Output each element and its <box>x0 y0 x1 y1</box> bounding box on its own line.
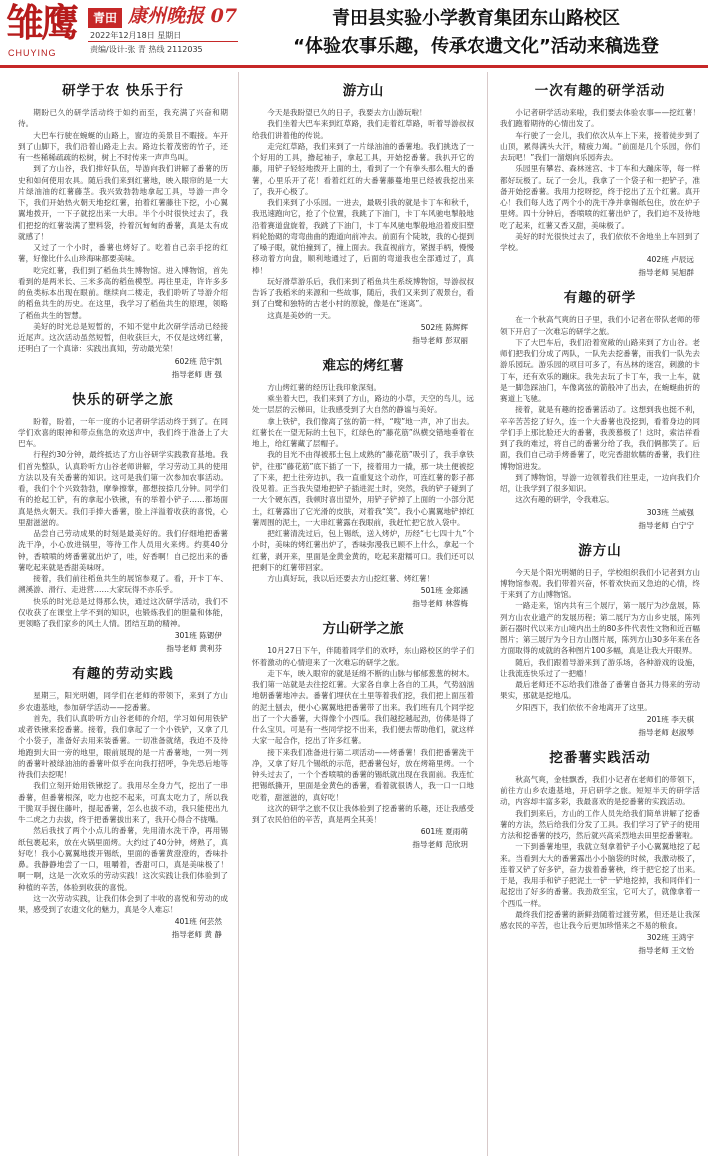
article-paragraph: 这次有趣的研学，令我难忘。 <box>515 495 614 505</box>
article-paragraph: 美好的时光总是短暂的，不知不觉中此次研学活动已经接近尾声。这次活动虽然短暂，但收获巨大，不仅是这烤红薯，还明白了一个真谛：实践出真知，劳动最光荣！ <box>18 321 228 354</box>
paper-name: 康州晚报 07 <box>128 5 238 27</box>
article-paragraph: 期盼已久的研学活动终于如约而至，我充满了兴奋和期待。 <box>18 108 228 129</box>
article-paragraph: 我们坐着大巴车来到红草路，我们走着红草路，听着导游叔叔给我们讲着他的传说。 <box>252 119 474 140</box>
article-paragraph: 这一次劳动实践，让我们体会到了丰收的喜悦和劳动的成果，感受到了农遗文化的魅力，真是令人难忘！ <box>18 893 228 914</box>
article <box>500 82 700 279</box>
article-paragraph: 秋高气爽，金桂飘香，我们小记者在老师们的带领下，前往方山乡农遗基地，开启研学之旅。短短半天的研学活动，内容却丰富多彩，我最喜欢的是挖番薯的实践活动。 <box>500 774 700 807</box>
article <box>252 357 474 611</box>
article-paragraph: 首先，我们认真聆听方山谷老师的介绍，学习如何用铁铲或者铁锹来挖番薯。接着，我们拿起了一个小铁铲，又拿了几个小袋子，准备好去用来装番薯。一切准备就绪，我迫不及待地跑到大田一旁的地里，眼前展现的是一片番薯地，一列一列的番薯叶被绿油油的番薯叶似乎在向我打招呼，争先恐后地等待我们去挖呢！ <box>18 713 228 779</box>
article <box>500 289 700 531</box>
article-paragraph: 快乐的时光总是过得那么快，通过这次研学活动，我们不仅收获了在课堂上学不到的知识，也锻炼我们的胆量和体能，更领略了我们家乡的风土人情。团结互助的精神。 <box>18 596 228 628</box>
article-paragraph: 走下车，映入眼帘的就是延绵不断的山脉与郁郁葱葱的树木。我们第一站就是去往挖红薯。大家各自拿上各自的工具，气势汹汹地朝番薯地冲去。番薯们埋伏在土里等着我们挖，我们把上面压着的泥土刨去，便小心翼翼地把番薯带了出来。我们班有几个同学挖出了一个大番薯，大得像个小西瓜。我们越挖越起劲，仿佛是得了什么宝贝。可是有一些同学挖不出来，我们便去帮助他们，就这样大家一起合作，挖出了许多红薯。 <box>252 668 474 746</box>
author-byline: 301班 陈锶伊 <box>174 631 222 641</box>
author-byline: 201班 李天棋 <box>646 714 694 724</box>
masthead-logo: 雏鹰 <box>6 0 77 45</box>
article-paragraph: 一路走来，馆内共有三个展厅，第一展厅为沙盘展，陈列方山农业遗产的发展历程；第二展厅为方山乡史展，陈列新石器时代以来方山境内出土的80多件代表性文物和近百幅图片；第三展厅为今日方山图片展，陈列方山30多年来在各方面取得的成就的各种图片100多幅，真是让我大开眼界。 <box>500 601 700 656</box>
article-paragraph: 乘坐着大巴，我们来到了方山，路边的小草，天空的鸟儿，远处一层层的云梯田，让我感受到了大自然的静谧与美好。 <box>252 394 474 415</box>
article <box>18 665 228 941</box>
article-title: 有趣的研学 <box>563 290 637 307</box>
author-byline: 601班 夏雨萌 <box>420 827 468 837</box>
article-paragraph: 方山真好玩，我以后还要去方山挖红薯、烤红薯！ <box>267 574 435 583</box>
author-byline: 303班 兰威强 <box>646 507 694 517</box>
article-paragraph: 我们立刻开始用铁锹挖了。我用尽全身力气，挖出了一串番薯，但番薯根深，吃力也挖不起来，可真太吃力了，所以我干脆双手握住藤叶，提起番薯，怎么也拔不动，我只能使出九牛二虎之力去拔，终于把番薯拔出来了，我开心得合不拢嘴。 <box>18 781 228 824</box>
teacher-byline: 指导老师 黄 静 <box>171 930 222 940</box>
article-title: 有趣的劳动实践 <box>72 666 174 683</box>
article-paragraph: 接着，我们前往稻鱼共生的展馆参观了。看，开卡丁车、溯溪游、滑行、走进营……大家玩得不亦乐乎。 <box>18 574 228 595</box>
article-paragraph: 在一个秋高气爽的日子里，我们小记者在带队老师的带领下开启了一次难忘的研学之旅。 <box>500 315 700 336</box>
article-paragraph: 大巴车行驶在蜿蜒的山路上，窗边的美景目不暇接。车开到了山脚下，我们沿着山路走上去。路边长着茂密的竹子，还有一些稀稀疏疏的松树，树上不时传来一声声鸟叫。 <box>18 130 228 162</box>
header-rule <box>0 65 708 68</box>
masthead-divider <box>88 41 238 42</box>
article-paragraph: 随后，我们跟着导游来到了游乐场，各种游戏的设施，让我流连快乐过了一把瘾！ <box>500 657 700 678</box>
article-paragraph: 今天是个阳光明媚的日子，学校组织我们小记者到方山博物馆参观。我们带着兴奋，怀着欢快而又急迫的心情，终于来到了方山博物馆。 <box>500 567 700 599</box>
article-paragraph: 吃完红薯，我们到了稻鱼共生博物馆。进入博物馆，首先看到的是两米长、三米多高的稻鱼模型。再往里走，许许多多的鱼类标本出现在眼前。继续向二楼走，我们聆听了导游介绍的稻鱼共生的历史。在这里，我学习了稻鱼共生的原理，领略了稻鱼共生的智慧。 <box>18 265 228 320</box>
article-title: 游方山 <box>578 542 622 559</box>
article-paragraph: 我们到来后，方山的工作人员先给我们简单讲解了挖番薯的方法，然后给我们分发了工具。我们学习了铲子的使用方法和挖番薯的技巧，然后就兴高采烈地去田里挖番薯啦。 <box>500 808 700 840</box>
author-byline: 402班 卢辰远 <box>646 255 694 265</box>
teacher-byline: 指导老师 王文怡 <box>638 946 694 956</box>
teacher-byline: 指导老师 唐 强 <box>171 369 222 379</box>
article-paragraph: 一下到番薯地里，我就立刻拿着铲子小心翼翼地挖了起来。当看到大大的番薯露出小小脑袋的时候，我激动极了，连着又铲了好多铲，奋力拔着番薯秧，终于把它挖了出来。于是，我用手和铲子把泥土一铲一铲地挖掉，我和同伴们一起挖出了好多的番薯。我劲敌至宝，它可大了，就像拿着一个西瓜一样。 <box>500 842 700 908</box>
teacher-byline: 指导老师 白宁宁 <box>638 520 694 530</box>
article-paragraph: 夕阳西下，我们依依不舍地离开了这里。 <box>515 702 652 712</box>
article-paragraph: 最后老师还不忘给我们准备了番薯自备其力得来的劳动果实，那就是挖地瓜。 <box>500 680 700 701</box>
article <box>500 749 700 958</box>
article-paragraph: 到了方山谷，我们排好队伍，导游向我们讲解了番薯的历史和如何使用农具。随后我们来到红薯地，映入眼帘的是一大片绿油油的红薯藤茎。我兴致勃勃地拿起工具，导游一声令下，我们开始热火朝天地挖红薯，拍着红薯藤往下挖，小心翼翼地拨开，一下子就挖出来一大串。半个小时很快过去了，我们把挖的红薯装满了塑料袋，拎着沉甸甸的番薯，真是太有成就感了！ <box>18 164 228 241</box>
article-paragraph: 这次的研学之旅不仅让我体验到了挖番薯的乐趣，还让我感受到了农民伯伯的辛苦，真是两全其美！ <box>252 803 474 824</box>
article <box>252 620 474 851</box>
article-paragraph: 我们来到了小乐园。一进去，最吸引我的就是卡丁车和秋千，我迅速跑向它，抢了个位置，我跳了下油门，卡丁车风驰电掣般地沿着赛道盘旋着，我跳了下油门，卡丁车风驰电掣般地沿着废旧塑料轮胎砌的弯弯曲曲的跑道向前冲去。前面有个陡坡，我的心提到了嗓子眼，就怕撞到了，撞上面去。我直视前方，紧握手柄，慢慢移动着方向盘，顺利地通过了，后面的弯道我也全部通过了，真棒！ <box>252 198 474 275</box>
article-paragraph: 最终我们挖番薯的新鲜劲随着过渡劳累，但还是让我深感农民的辛苦，也让我今后更加珍惜来之不易的粮食。 <box>500 909 700 930</box>
column-middle <box>252 72 474 861</box>
article-title: 难忘的烤红薯 <box>322 357 404 374</box>
author-byline: 501班 金郑涵 <box>420 586 468 596</box>
article-paragraph: 接着，就是有趣的挖番薯活动了。这想到我也挺不利，辛辛苦苦挖了好久，连一个大番薯也没挖到，看着身边的同学们手上那比脸还大的番薯，我羡慕极了！这时，索洁祥看到了我的难过，将自己的番薯分给了我，我们俩都笑了。后面，我们自己动手烤番薯了，吃完香甜软糯的番薯，我们往博物馆进发。 <box>500 405 700 471</box>
article-paragraph: 又过了一个小时，番薯也烤好了。吃着自己亲手挖的红薯，好像比什么山珍海味都要美味。 <box>18 243 228 264</box>
article-paragraph: 车行驶了一会儿，我们依次从车上下来，接着徒步到了山顶，累得满头大汗，精疲力竭。“前面是几个乐园，你们去玩吧！”我们一溜烟向乐园奔去。 <box>500 130 700 162</box>
article <box>252 82 474 347</box>
article-paragraph: 到了博物馆，导游一边领着我们往里走，一边向我们介绍，让我学到了很多知识。 <box>500 472 700 493</box>
article-paragraph: 今天是我盼望已久的日子，我要去方山游玩啦！ <box>267 108 427 117</box>
region-chip: 青田 <box>88 8 122 28</box>
article-paragraph: 拿上铁铲，我们像离了弦的箭一样，“嗖”地一声，冲了出去。红薯长在一望无际的土包下，红绿色的“藤花筋”纵横交错地垂着在地上，给红薯藏了层帽子。 <box>252 416 474 448</box>
article-paragraph: 方山烤红薯的经历让我印象深刻。 <box>267 382 382 392</box>
article <box>18 82 228 381</box>
article-paragraph: 玩好滑草游乐后，我们来到了稻鱼共生系统博物馆，导游叔叔告诉了我稻米的来源和一些故事，随后，我们又来到了观景台，看到了白鹭和独特的古老小村的原貌，像是在“迷离”。 <box>252 276 474 309</box>
editor-line: 责编/设计:张 青 热线 2112035 <box>90 45 203 54</box>
article-paragraph: 品尝自己劳动成果的时刻是最美好的。我们仔细地把番薯洗干净，小心放进锅里，等待工作人员用火来烤。约莫40分钟，香喷喷的烤番薯就出炉了，哇，好香啊！自己挖出来的番薯吃起来就是香甜美味呀。 <box>18 529 228 572</box>
masthead-logo-sub: CHUYING <box>8 48 57 58</box>
article-title: 研学于农 快乐于行 <box>62 83 184 99</box>
article-title: 一次有趣的研学活动 <box>534 83 666 99</box>
article-paragraph: 把红薯清洗过后，包上锡纸，送入烤炉，历经“七七四十九”个小时，美味的烤红薯出炉了，香味弥漫我已顾不上什么，拿起一个红薯，剥开来，里面是金黄金黄的，吃起来甜糯可口。我们还可以把剩下的红薯带回家。 <box>252 529 474 572</box>
article-paragraph: 盼着，盼着，一年一度的小记者研学活动终于到了。在同学们欢喜的眼神和带点焦急的欢送声中，我们终于准备上了大巴车。 <box>18 416 228 448</box>
column-left <box>18 72 228 951</box>
article-paragraph: 然后我找了两个小点儿的番薯，先用清水洗干净，再用锡纸包裹起来，放在火锅里面烤。大约过了40分钟，烤熟了，真好吃！我小心翼翼地拨开锡纸，里面的番薯黄澄澄的，香味扑鼻。我静静地尝了一口，咀嚼着，香甜可口，真是美味极了！啊一啊，这是一次欢乐的劳动实践！这次实践让我们体验到了种植的辛苦，体验到收获的喜悦。 <box>18 826 228 892</box>
article-title: 方山研学之旅 <box>322 621 404 638</box>
main-title-line1: 青田县实验小学教育集团东山路校区 <box>332 8 620 29</box>
column-divider <box>238 72 239 1156</box>
issue-date: 2022年12月18日 星期日 <box>90 31 182 40</box>
article-paragraph: 这真是美妙的一天。 <box>267 310 336 320</box>
article-paragraph: 美好的时光很快过去了，我们依依不舍地坐上车回到了学校。 <box>500 231 700 252</box>
article <box>18 391 228 656</box>
article-title: 挖番薯实践活动 <box>549 749 651 766</box>
teacher-byline: 指导老师 林蓉梅 <box>412 599 468 609</box>
author-byline: 502班 陈辉辉 <box>420 322 468 332</box>
column-right <box>500 72 700 967</box>
author-byline: 302班 王鸿宇 <box>646 933 694 943</box>
article <box>500 542 700 739</box>
teacher-byline: 指导老师 范欣玥 <box>412 840 468 850</box>
main-title-line2: “体验农事乐趣，传承农遗文化”活动来稿选登 <box>293 36 659 57</box>
article-paragraph: 下了大巴车后，我们沿着宽敞的山路来到了方山谷。老师们把我们分成了两队，一队先去挖番薯，而我们一队先去游乐园玩。游乐园的项目可多了，有丛林的迷宫，刺激的卡丁车，还有欢乐的蹦床。我先去玩了卡丁车，我一上车，就是一脚急踩油门，车像离弦的箭般冲了出去，在蜿蜒曲折的赛道上飞驰。 <box>500 337 700 403</box>
article-paragraph: 10月27日下午，伴随着同学们的欢呼，东山路校区的学子们怀着激动的心情迎来了一次难忘的研学之旅。 <box>252 646 474 667</box>
article-paragraph: 我的目光不由得被那土包上成熟的“藤花筋”吸引了，我手拿铁铲，往那“藤花筋”底下插了一下，接着用力一撬，那一块土便被挖了下来，把土往旁边扒，我一直重复这个动作，可连红薯的影子都没见着。正当我失望地把铲子插进泥土时，突然，我的铲子碰到了一大个硬东西，我顿时喜出望外，用铲子铲掉了上面的一小部分泥土，红薯露出了它光滑的皮肤，对着我“笑”。我小心翼翼地铲掉红薯周围的泥土，一大串红薯露在我眼前，我赶忙把它放入袋中。 <box>252 450 474 527</box>
article-title: 游方山 <box>342 83 384 99</box>
article-paragraph: 走完红草路，我们来到了一片绿油油的番薯地。我们挑选了一个好用的工具，撸起袖子，拿起工具，开始挖番薯。我扒开它的藤，用铲子轻轻地拨开上面的土，看到了一个有拳头那么粗大的番薯，心里乐开了花！看着红红的大番薯藤蔓地里已经被我挖出来了，我开心极了。 <box>252 141 474 196</box>
teacher-byline: 指导老师 彭双丽 <box>412 335 468 345</box>
column-divider <box>487 72 488 1156</box>
article-paragraph: 星期三，阳光明媚，同学们在老师的带领下，来到了方山乡农遗基地，参加研学活动——挖番薯。 <box>18 691 228 712</box>
teacher-byline: 指导老师 黄利芬 <box>166 644 222 654</box>
teacher-byline: 指导老师 赵淑琴 <box>638 727 694 737</box>
author-byline: 401班 何芸然 <box>174 917 222 927</box>
article-paragraph: 行程约30分钟，最终抵达了方山谷研学实践教育基地。我们首先整队，认真聆听方山谷老师讲解，学习劳动工具的使用方法以及有关番薯的知识。这可是我们第一次参加农事活动。看，我们个个兴致勃勃，摩拳擦掌，都想按捺几分钟。同学们有的抢起工铲，有的拿起小铁锹，有的举着小铲子……都场面真是热火朝天。我们手捧大番薯，脸上洋溢着收获的喜悦，心里甜滋滋的。 <box>18 450 228 527</box>
article-paragraph: 接下来我们准备进行第二项活动——烤番薯！我们把番薯洗干净，又拿了好几个锡纸的示范，把番薯包好，放在烤箱里烤。一个钟头过去了，一个个香喷喷的番薯的锡纸就出现在我面前。我连忙把锡纸撕开，里面是金黄色的番薯，看着就很诱人，我一口一口地吃着，甜滋滋的，真好吃！ <box>252 747 474 802</box>
masthead <box>0 0 708 66</box>
article-paragraph: 小记者研学活动来啦，我们要去体验农事——挖红薯！我们跑着期待的心情出发了。 <box>500 108 700 129</box>
article-paragraph: 乐园里有攀岩、森林迷宫、卡丁车和大蹦床等，每一样都好玩极了。玩了一会儿，我拿了一个袋子和一把铲子，准备开始挖番薯。我用力挖呀挖，终于挖出了五个红薯。真开心！我们每人选了两个小的洗干净并拿锡纸包住，放在炉子里烤。四十分钟后，香喷喷的红薯出炉了，我们迫不及待地吃了起来，红薯又香又甜，美味极了。 <box>500 164 700 230</box>
author-byline: 602班 范宇凯 <box>174 356 222 366</box>
article-title: 快乐的研学之旅 <box>72 391 174 408</box>
teacher-byline: 指导老师 吴旭群 <box>638 268 694 278</box>
